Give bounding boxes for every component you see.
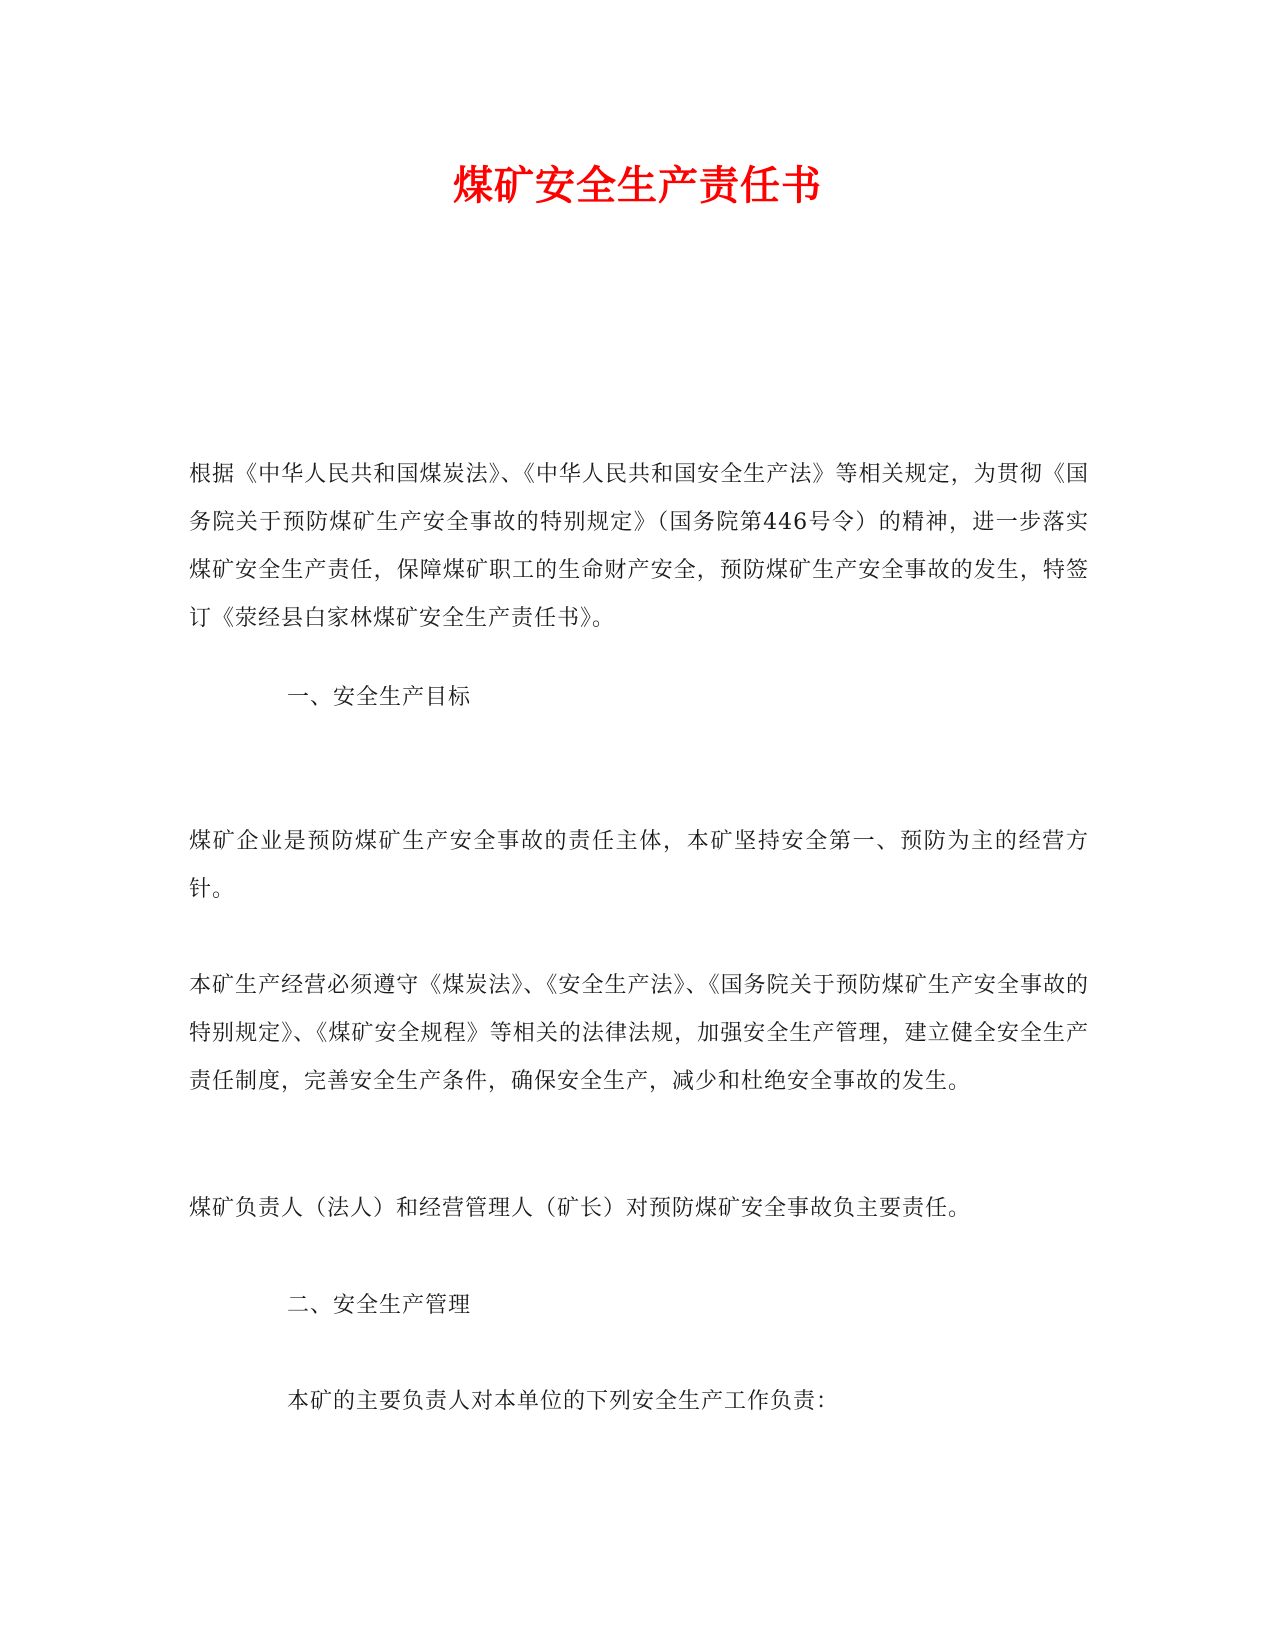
section-heading-1: 一、安全生产目标 [287, 685, 472, 710]
document-title: 煤矿安全生产责任书 [453, 162, 822, 209]
paragraph-compliance: 本矿生产经营必须遵守《煤炭法》、《安全生产法》、《国务院关于预防煤矿生产安全事故的特别规定》、《煤矿安全规程》等相关的法律法规，加强安全生产管理，建立健全安全生产责任制度，完善安全生产条件，确保安全生产，减少和杜绝安全事故的发生。 [189, 973, 1089, 1094]
paragraph-responsibility-subject: 煤矿企业是预防煤矿生产安全事故的责任主体，本矿坚持安全第一、预防为主的经营方针。 [189, 829, 1089, 902]
paragraph-main-responsibility: 煤矿负责人（法人）和经营管理人（矿长）对预防煤矿安全事故负主要责任。 [189, 1196, 972, 1221]
section-heading-2: 二、安全生产管理 [287, 1293, 472, 1318]
paragraph-principal-duties: 本矿的主要负责人对本单位的下列安全生产工作负责： [287, 1389, 840, 1414]
intro-paragraph: 根据《中华人民共和国煤炭法》、《中华人民共和国安全生产法》等相关规定，为贯彻《国务院关于预防煤矿生产安全事故的特别规定》（国务院第446号令）的精神，进一步落实煤矿安全生产责任，保障煤矿职工的生命财产安全，预防煤矿生产安全事故的发生，特签订《荥经县白家林煤矿安全生产责任书》。 [189, 462, 1089, 631]
